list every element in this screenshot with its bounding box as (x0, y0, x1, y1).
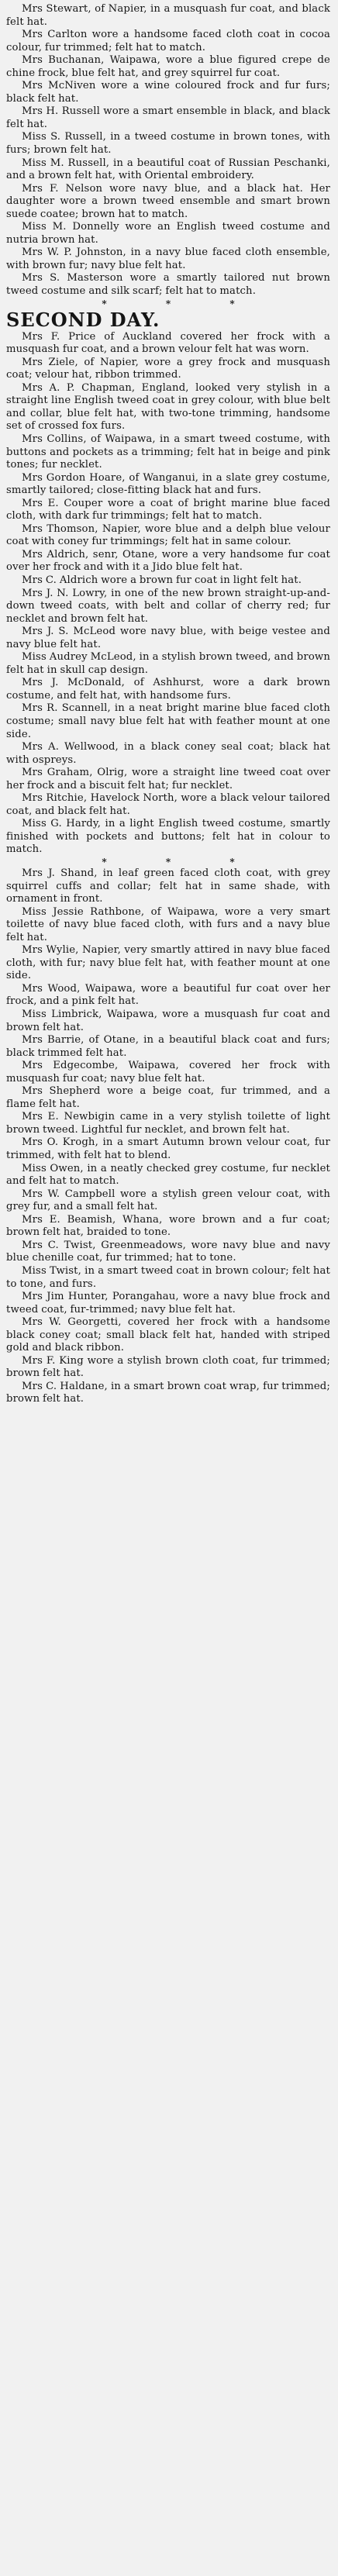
attendee-paragraph: Mrs E. Beamish, Whana, wore brown and a fur coat; brown felt hat, braided to tone. (6, 1213, 330, 1239)
attendee-paragraph: Mrs O. Krogh, in a smart Autumn brown velour coat, fur trimmed, with felt hat to blend. (6, 1136, 330, 1162)
attendee-paragraph: Mrs W. P. Johnston, in a navy blue faced cloth ensemble, with brown fur; navy blue felt hat. (6, 247, 330, 271)
attendee-paragraph: Mrs J. S. McLeod wore navy blue, with beige vestee and navy blue felt hat. (6, 626, 330, 650)
attendee-paragraph: Mrs W. Georgetti, covered her frock with a handsome black coney coat; small black felt hat, handed with striped gold and black ribbon. (6, 1316, 330, 1354)
attendee-paragraph: Mrs Ziele, of Napier, wore a grey frock and musquash coat; velour hat, ribbon trimmed. (6, 356, 330, 381)
attendee-paragraph: Miss M. Russell, in a beautiful coat of Russian Peschanki, and a brown felt hat, with Oriental embroidery. (6, 157, 330, 182)
attendee-paragraph: Miss Jessie Rathbone, of Waipawa, wore a very smart toilette of navy blue faced cloth, with furs and a navy blue felt hat. (6, 905, 330, 943)
attendee-paragraph: Mrs McNiven wore a wine coloured frock and fur furs; black felt hat. (6, 80, 330, 105)
attendee-paragraph: Mrs W. Campbell wore a stylish green velour coat, with grey fur, and a small felt hat. (6, 1188, 330, 1213)
attendee-paragraph: Miss G. Hardy, in a light English tweed costume, smartly finished with pockets and buttons; felt hat in colour to match. (6, 818, 330, 856)
attendee-paragraph: Mrs H. Russell wore a smart ensemble in black, and black felt hat. (6, 105, 330, 130)
attendee-paragraph: Mrs Thomson, Napier, wore blue and a delph blue velour coat with coney fur trimmings; felt hat in same colour. (6, 522, 330, 548)
attendee-paragraph: Mrs Carlton wore a handsome faced cloth coat in cocoa colour, fur trimmed; felt hat to match. (6, 29, 330, 53)
attendee-paragraph: Mrs F. Nelson wore navy blue, and a black hat. Her daughter wore a brown tweed ensemble and smart brown suede coatee; brown hat to match. (6, 182, 330, 220)
attendee-paragraph: Mrs C. Aldrich wore a brown fur coat in light felt hat. (22, 574, 302, 586)
attendee-paragraph: Miss M. Donnelly wore an English tweed costume and nutria brown hat. (6, 221, 330, 246)
attendee-paragraph: Mrs J. McDonald, of Ashhurst, wore a dark brown costume, and felt hat, with handsome furs. (6, 677, 330, 702)
attendee-paragraph: Mrs Wylie, Napier, very smartly attired in navy blue faced cloth, with fur; navy blue felt hat, with feather mount at one side. (6, 944, 330, 982)
attendee-paragraph: Miss Limbrick, Waipawa, wore a musquash fur coat and brown felt hat. (6, 1009, 330, 1033)
attendee-paragraph: Miss Audrey McLeod, in a stylish brown tweed, and brown felt hat in skull cap design. (6, 651, 330, 676)
attendee-paragraph: Mrs C. Haldane, in a smart brown coat wrap, fur trimmed; brown felt hat. (6, 1380, 330, 1405)
attendee-paragraph: Mrs Ritchie, Havelock North, wore a black velour tailored coat, and black felt hat. (6, 792, 330, 817)
attendee-paragraph: Mrs S. Masterson wore a smartly tailored nut brown tweed costume and silk scarf; felt hat to match. (6, 272, 330, 298)
attendee-paragraph: Mrs Aldrich, senr, Otane, wore a very handsome fur coat over her frock and with it a Jido blue felt hat. (6, 548, 330, 574)
attendee-paragraph: Mrs Jim Hunter, Porangahau, wore a navy blue frock and tweed coat, fur-trimmed; navy blue felt hat. (6, 1291, 330, 1316)
attendee-paragraph: Mrs Shepherd wore a beige coat, fur trimmed, and a flame felt hat. (6, 1085, 330, 1110)
attendee-paragraph: Mrs J. Shand, in leaf green faced cloth coat, with grey squirrel cuffs and collar; felt hat in same shade, with ornament in front. (6, 867, 330, 905)
attendee-paragraph: Mrs Buchanan, Waipawa, wore a blue figured crepe de chine frock, blue felt hat, and grey squirrel fur coat. (6, 54, 330, 79)
second-day-section (6, 331, 330, 857)
attendee-paragraph: Mrs A. Wellwood, in a black coney seal coat; black hat with ospreys. (6, 741, 330, 766)
attendee-paragraph: Mrs E. Couper wore a coat of bright marine blue faced cloth, with dark fur trimmings; felt hat to match. (6, 497, 330, 522)
attendee-paragraph: Mrs Collins, of Waipawa, in a smart tweed costume, with buttons and pockets as a trimming; felt hat in beige and pink tones; fur necklet. (6, 433, 330, 471)
attendee-paragraph: Mrs Gordon Hoare, of Wanganui, in a slate grey costume, smartly tailored; close-fitting black hat and furs. (6, 471, 330, 497)
attendee-paragraph: Mrs Edgecombe, Waipawa, covered her frock with musquash fur coat; navy blue felt hat. (6, 1060, 330, 1085)
attendee-paragraph: Miss Twist, in a smart tweed coat in brown colour; felt hat to tone, and furs. (6, 1264, 330, 1290)
attendee-paragraph: Mrs Stewart, of Napier, in a musquash fur coat, and black felt hat. (6, 3, 330, 28)
attendee-paragraph: Mrs Graham, Olrig, wore a straight line tweed coat over her frock and a biscuit felt hat; fur necklet. (6, 767, 330, 791)
first-day-section (6, 3, 330, 298)
attendee-paragraph: Mrs A. P. Chapman, England, looked very stylish in a straight line English tweed coat in grey colour, with blue belt and collar, blue felt hat, with two-tone trimming, handsome set of crossed fox furs. (6, 381, 330, 433)
attendee-paragraph: Mrs F. Price of Auckland covered her frock with a musquash fur coat, and a brown velour felt hat was worn. (6, 330, 330, 356)
attendee-paragraph: Mrs E. Newbigin came in a very stylish toilette of light brown tweed. Lightful fur necklet, and brown felt hat. (6, 1111, 330, 1136)
section-divider-stars: * * * (102, 298, 263, 309)
attendee-paragraph: Mrs Barrie, of Otane, in a beautiful black coat and furs; black trimmed felt hat. (6, 1034, 330, 1059)
attendee-paragraph: Mrs F. King wore a stylish brown cloth coat, fur trimmed; brown felt hat. (6, 1354, 330, 1380)
attendee-paragraph: Miss Owen, in a neatly checked grey costume, fur necklet and felt hat to match. (6, 1162, 330, 1188)
attendee-paragraph: Mrs Wood, Waipawa, wore a beautiful fur coat over her frock, and a pink felt hat. (6, 982, 330, 1008)
attendee-paragraph: Miss S. Russell, in a tweed costume in brown tones, with furs; brown felt hat. (6, 131, 330, 157)
attendee-paragraph: Mrs R. Scannell, in a neat bright marine blue faced cloth costume; small navy blue felt hat with feather mount at one side. (6, 702, 330, 740)
attendee-paragraph: Mrs J. N. Lowry, in one of the new brown straight-up-and-down tweed coats, with belt and collar of cherry red; fur necklet and brown felt hat. (6, 587, 330, 625)
section-divider-stars-2: * * * (102, 857, 263, 867)
attendee-paragraph: Mrs C. Twist, Greenmeadows, wore navy blue and navy blue chenille coat, fur trimmed; hat to tone. (6, 1239, 330, 1264)
second-day-continued-section (6, 867, 330, 1406)
second-day-heading: SECOND DAY. (6, 308, 160, 331)
